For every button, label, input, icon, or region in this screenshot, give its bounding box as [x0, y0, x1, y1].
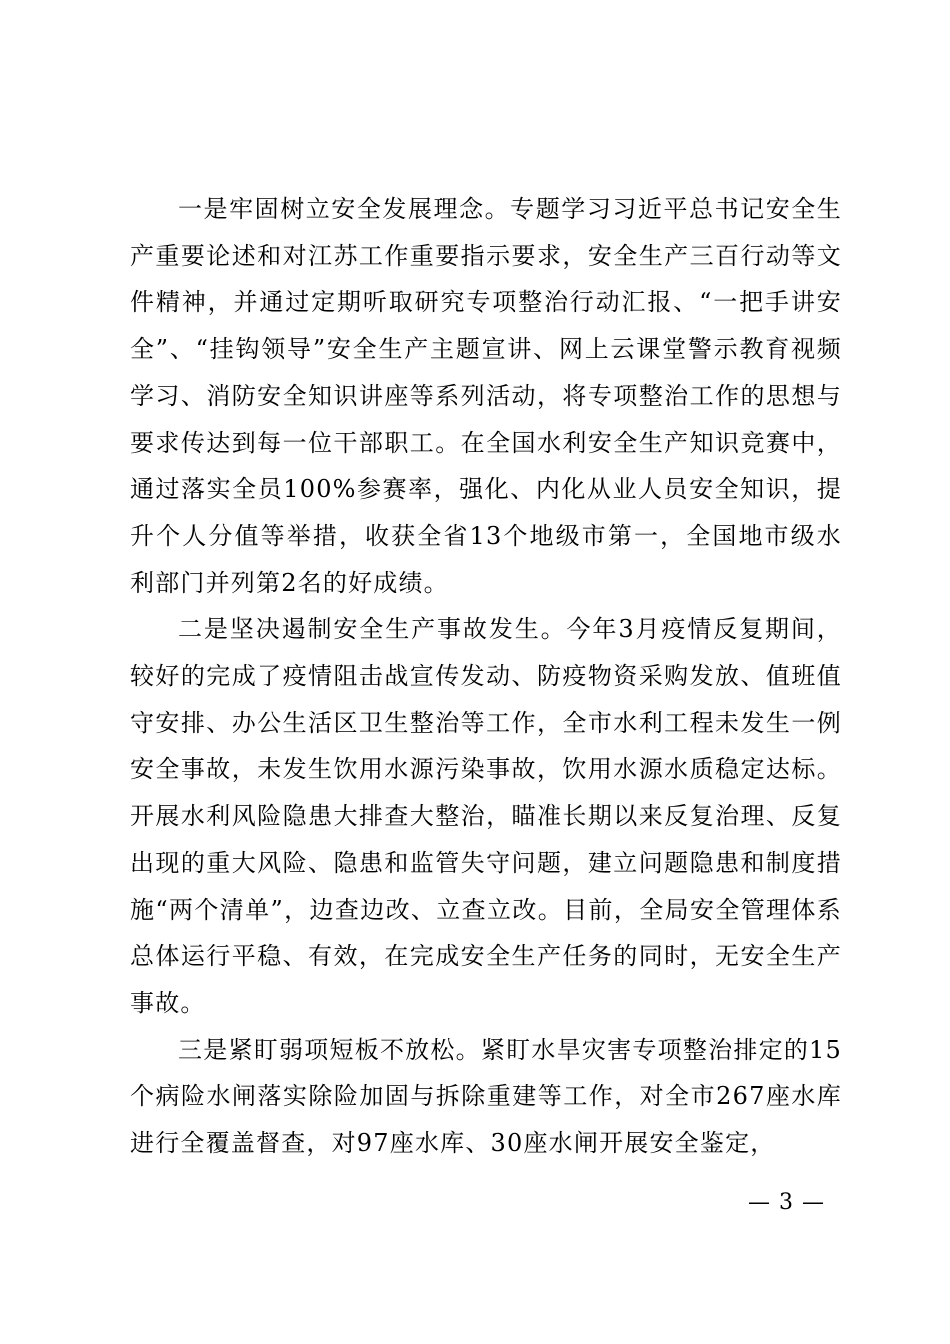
paragraph-1: 一是牢固树立安全发展理念。专题学习习近平总书记安全生产重要论述和对江苏工作重要指示要求，安全生产三百行动等文件精神，并通过定期听取研究专项整治行动汇报、“一把手讲安全”、“挂钩领导”安全生产主题宣讲、网上云课堂警示教育视频学习、消防安全知识讲座等系列活动，将专项整治工作的思想与要求传达到每一位干部职工。在全国水利安全生产知识竞赛中，通过落实全员100%参赛率，强化、内化从业人员安全知识，提升个人分值等举措，收获全省13个地级市第一，全国地市级水利部门并列第2名的好成绩。 — [130, 195, 842, 597]
paragraph-3: 三是紧盯弱项短板不放松。紧盯水旱灾害专项整治排定的15个病险水闸落实除险加固与拆除重建等工作，对全市267座水库进行全覆盖督查，对97座水库、30座水闸开展安全鉴定， — [130, 1035, 842, 1158]
document-body — [130, 186, 842, 1167]
paragraph-2: 二是坚决遏制安全生产事故发生。今年3月疫情反复期间，较好的完成了疫情阻击战宣传发动、防疫物资采购发放、值班值守安排、办公生活区卫生整治等工作，全市水利工程未发生一例安全事故，未发生饮用水源污染事故，饮用水源水质稳定达标。开展水利风险隐患大排查大整治，瞄准长期以来反复治理、反复出现的重大风险、隐患和监管失守问题，建立问题隐患和制度措施“两个清单”，边查边改、立查立改。目前，全局安全管理体系总体运行平稳、有效，在完成安全生产任务的同时，无安全生产事故。 — [130, 615, 842, 1017]
page-number: — 3 — — [748, 1190, 825, 1215]
